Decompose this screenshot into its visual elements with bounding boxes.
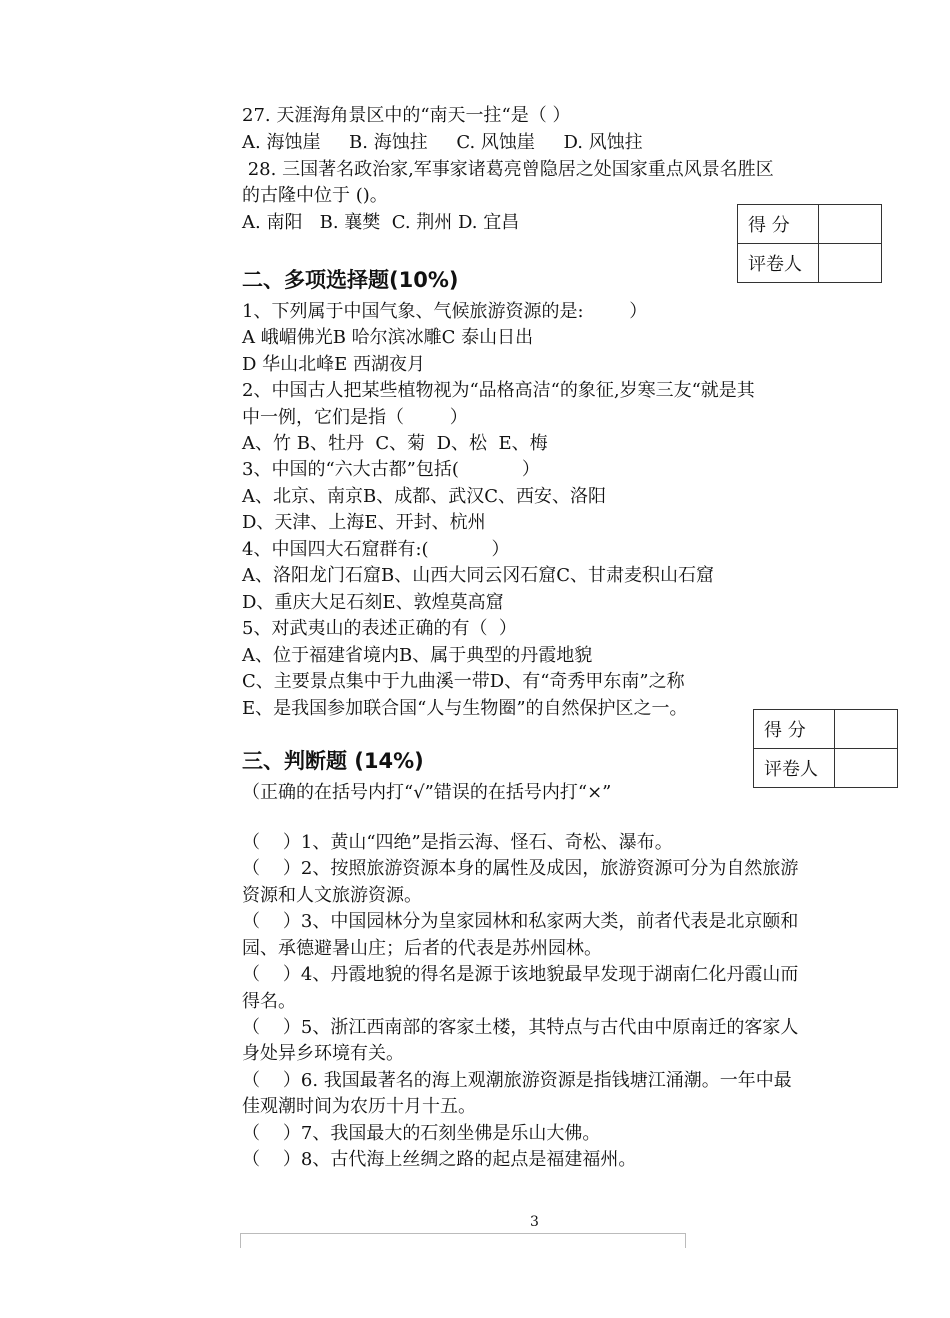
- s2-line: 2、中国古人把某些植物视为“品格高洁“的象征,岁寒三友“就是其: [242, 380, 755, 401]
- s2-line: D、重庆大足石刻E、敦煌莫高窟: [242, 592, 504, 613]
- score-label: 得 分: [754, 710, 835, 749]
- s2-line: 4、中国四大石窟群有:( ）: [242, 539, 510, 560]
- s2-line: D 华山北峰E 西湖夜月: [242, 354, 426, 375]
- section3-instruction: （正确的在括号内打“√”错误的在括号内打“×”: [242, 782, 612, 803]
- s2-line: E、是我国参加联合国“人与生物圈”的自然保护区之一。: [242, 698, 688, 719]
- score-value-cell[interactable]: [835, 710, 898, 749]
- page-number: 3: [530, 1214, 539, 1230]
- section2-title: 二、多项选择题(10%): [242, 268, 459, 292]
- s3-line: 得名。: [242, 991, 296, 1012]
- q28-question-line2: 的古隆中位于 ()。: [242, 185, 388, 206]
- s2-line: A 峨嵋佛光B 哈尔滨冰雕C 泰山日出: [242, 327, 534, 348]
- s3-line: （ ）1、黄山“四绝”是指云海、怪石、奇松、瀑布。: [242, 832, 673, 853]
- section3-title: 三、判断题 (14%): [242, 749, 424, 773]
- footer-divider: [240, 1233, 686, 1248]
- s2-line: 1、下列属于中国气象、气候旅游资源的是: ）: [242, 301, 648, 322]
- s3-line: （ ）3、中国园林分为皇家园林和私家两大类，前者代表是北京颐和: [242, 911, 799, 932]
- q28-options: A. 南阳 B. 襄樊 C. 荆州 D. 宜昌: [242, 212, 520, 233]
- q27-question: 27. 天涯海角景区中的“南天一拄“是（ ）: [242, 105, 571, 126]
- grader-label: 评卷人: [754, 749, 835, 788]
- score-label: 得 分: [738, 205, 819, 244]
- s3-line: （ ）4、丹霞地貌的得名是源于该地貌最早发现于湖南仁化丹霞山而: [242, 964, 799, 985]
- s3-line: （ ）5、浙江西南部的客家土楼，其特点与古代由中原南迁的客家人: [242, 1017, 799, 1038]
- q28-question-line1: 28. 三国著名政治家,军事家诸葛亮曾隐居之处国家重点风景名胜区: [242, 159, 774, 180]
- s3-line: （ ）6. 我国最著名的海上观潮旅游资源是指钱塘江涌潮。一年中最: [242, 1070, 792, 1091]
- score-box-2: [753, 709, 898, 788]
- s2-line: C、主要景点集中于九曲溪一带D、有“奇秀甲东南”之称: [242, 671, 685, 692]
- s3-line: 园、承德避暑山庄；后者的代表是苏州园林。: [242, 938, 602, 959]
- s3-line: 资源和人文旅游资源。: [242, 885, 422, 906]
- grader-label: 评卷人: [738, 244, 819, 283]
- score-box-1: [737, 204, 882, 283]
- s2-line: A、北京、南京B、成都、武汉C、西安、洛阳: [242, 486, 606, 507]
- s2-line: A、位于福建省境内B、属于典型的丹霞地貌: [242, 645, 593, 666]
- s2-line: A、竹 B、牡丹 C、菊 D、松 E、梅: [242, 433, 548, 454]
- s2-line: 5、对武夷山的表述正确的有（ ）: [242, 618, 517, 639]
- s3-line: 佳观潮时间为农历十月十五。: [242, 1096, 476, 1117]
- s2-line: 中一例，它们是指（ ）: [242, 407, 468, 428]
- s2-line: A、洛阳龙门石窟B、山西大同云冈石窟C、甘肃麦积山石窟: [242, 565, 714, 586]
- s2-line: D、天津、上海E、开封、杭州: [242, 512, 486, 533]
- s2-line: 3、中国的“六大古都”包括( ）: [242, 459, 540, 480]
- s3-line: （ ）2、按照旅游资源本身的属性及成因，旅游资源可分为自然旅游: [242, 858, 799, 879]
- q27-options: A. 海蚀崖 B. 海蚀拄 C. 风蚀崖 D. 风蚀拄: [242, 132, 643, 153]
- s3-line: （ ）7、我国最大的石刻坐佛是乐山大佛。: [242, 1123, 601, 1144]
- grader-value-cell[interactable]: [819, 244, 882, 283]
- s3-line: （ ）8、古代海上丝绸之路的起点是福建福州。: [242, 1149, 637, 1170]
- grader-value-cell[interactable]: [835, 749, 898, 788]
- score-value-cell[interactable]: [819, 205, 882, 244]
- s3-line: 身处异乡环境有关。: [242, 1043, 404, 1064]
